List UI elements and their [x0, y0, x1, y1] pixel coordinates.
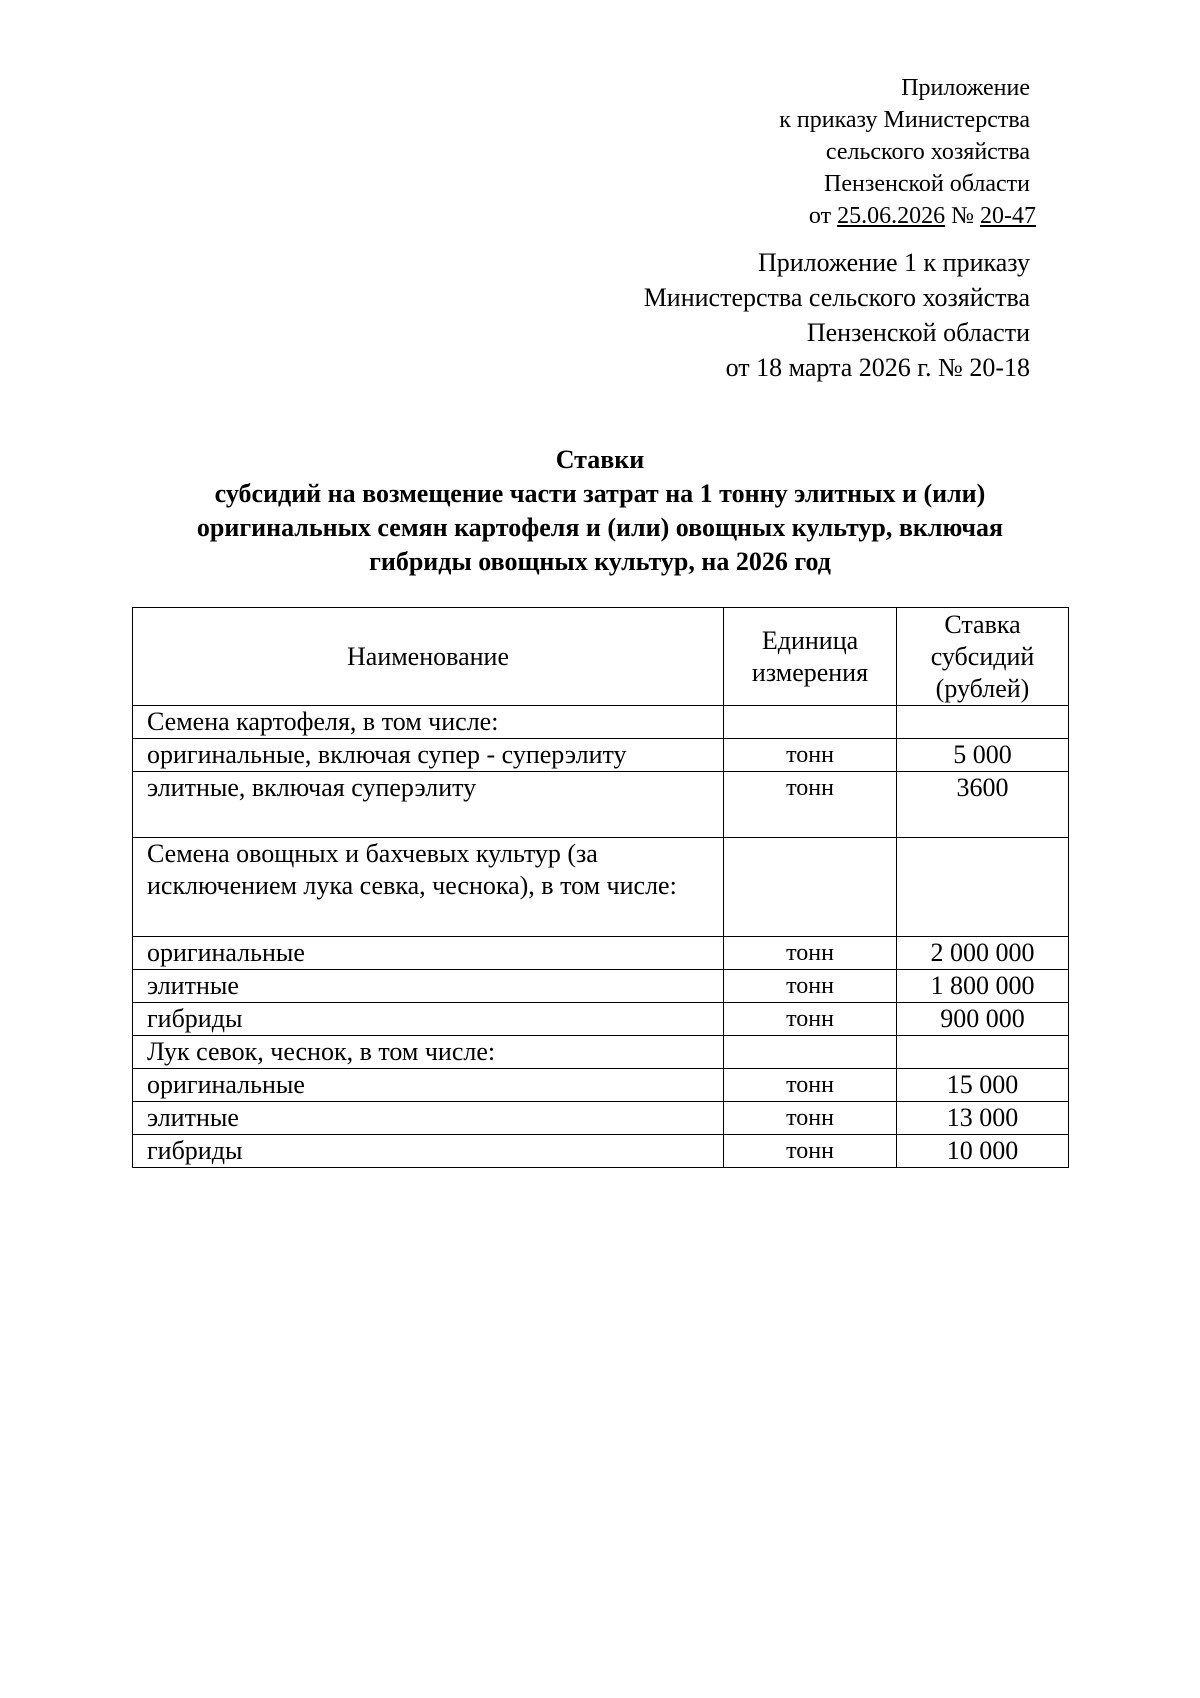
row-name: Семена овощных и бахчевых культур (за исключением лука севка, чеснока), в том числе:	[133, 838, 724, 937]
appendix-date-line	[779, 200, 1036, 232]
row-rate	[897, 838, 1069, 937]
table-row	[133, 970, 1069, 1003]
row-unit	[724, 706, 897, 739]
row-name: гибриды	[133, 1003, 724, 1036]
row-rate: 3600	[897, 772, 1069, 838]
row-unit: тонн	[724, 937, 897, 970]
table-header-row	[133, 608, 1069, 706]
appendix-line: к приказу Министерства	[779, 107, 1030, 133]
appendix1-line: Пензенской области	[806, 318, 1030, 347]
header-name: Наименование	[133, 608, 724, 706]
row-name: оригинальные	[133, 1069, 724, 1102]
table-row	[133, 739, 1069, 772]
row-unit	[724, 1036, 897, 1069]
table-row	[133, 772, 1069, 838]
row-name: гибриды	[133, 1135, 724, 1168]
table-row	[133, 1003, 1069, 1036]
row-rate: 13 000	[897, 1102, 1069, 1135]
row-rate: 900 000	[897, 1003, 1069, 1036]
row-unit: тонн	[724, 1135, 897, 1168]
row-unit: тонн	[724, 1003, 897, 1036]
order-number: 20-47	[980, 203, 1036, 229]
row-unit: тонн	[724, 772, 897, 838]
row-unit: тонн	[724, 739, 897, 772]
row-unit: тонн	[724, 1069, 897, 1102]
date-prefix: от	[808, 203, 838, 229]
table-row	[133, 1135, 1069, 1168]
title-line: оригинальных семян картофеля и (или) овощных культур, включая	[196, 513, 1004, 542]
row-rate	[897, 706, 1069, 739]
title-line: гибриды овощных культур, на 2026 год	[369, 547, 831, 576]
row-name: элитные	[133, 1102, 724, 1135]
document-title	[150, 443, 1050, 579]
row-rate: 1 800 000	[897, 970, 1069, 1003]
row-rate	[897, 1036, 1069, 1069]
appendix-line: Пензенской области	[824, 171, 1030, 197]
appendix-header	[779, 72, 1036, 232]
row-unit: тонн	[724, 1102, 897, 1135]
appendix-line: сельского хозяйства	[825, 139, 1030, 165]
appendix1-line: Приложение 1 к приказу	[757, 248, 1030, 277]
order-date: 25.06.2026	[837, 203, 946, 229]
row-name: оригинальные, включая супер - суперэлиту	[133, 739, 724, 772]
appendix1-line: от 18 марта 2026 г. № 20-18	[725, 353, 1030, 382]
table-row	[133, 706, 1069, 739]
row-unit: тонн	[724, 970, 897, 1003]
number-prefix: №	[945, 203, 980, 229]
row-rate: 15 000	[897, 1069, 1069, 1102]
rates-table	[132, 607, 1069, 1168]
row-rate: 2 000 000	[897, 937, 1069, 970]
title-line: субсидий на возмещение части затрат на 1 тонну элитных и (или)	[214, 479, 986, 508]
table-row	[133, 937, 1069, 970]
row-name: элитные, включая суперэлиту	[133, 772, 724, 838]
row-name: Семена картофеля, в том числе:	[133, 706, 724, 739]
appendix-line: Приложение	[901, 75, 1030, 101]
row-unit	[724, 838, 897, 937]
table-row	[133, 838, 1069, 937]
appendix1-line: Министерства сельского хозяйства	[643, 283, 1030, 312]
table-row	[133, 1069, 1069, 1102]
row-rate: 10 000	[897, 1135, 1069, 1168]
row-name: Лук севок, чеснок, в том числе:	[133, 1036, 724, 1069]
header-unit: Единица измерения	[724, 608, 897, 706]
table-row	[133, 1102, 1069, 1135]
row-name: оригинальные	[133, 937, 724, 970]
appendix1-header	[644, 245, 1030, 385]
row-rate: 5 000	[897, 739, 1069, 772]
row-name: элитные	[133, 970, 724, 1003]
title-line: Ставки	[555, 445, 645, 474]
header-rate: Ставка субсидий (рублей)	[897, 608, 1069, 706]
table-row	[133, 1036, 1069, 1069]
